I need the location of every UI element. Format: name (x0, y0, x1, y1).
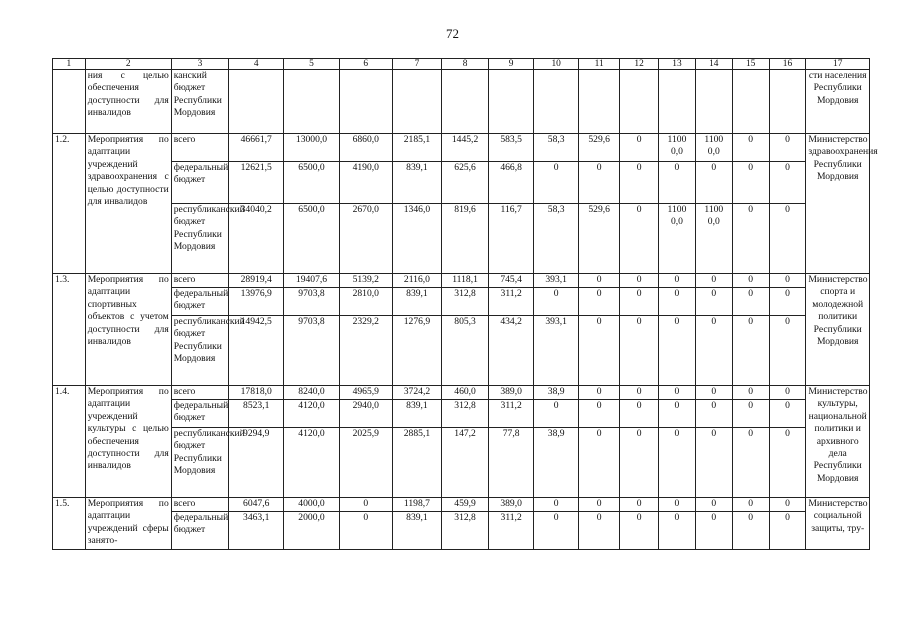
executor: Министерство спорта и молодежной политики Республики Мордовия (806, 274, 870, 386)
value-cell: 13976,9 (229, 288, 284, 316)
value-cell: 0 (659, 512, 696, 550)
column-header: 13 (659, 59, 696, 70)
value-cell: 312,8 (442, 400, 489, 428)
value-cell: 312,8 (442, 288, 489, 316)
value-cell: 0 (534, 400, 579, 428)
value-cell: 1445,2 (442, 134, 489, 162)
value-cell: 0 (339, 512, 392, 550)
column-header: 9 (489, 59, 534, 70)
value-cell: 625,6 (442, 162, 489, 204)
value-cell: 434,2 (489, 316, 534, 386)
row-index: 1.5. (53, 498, 86, 550)
column-header: 11 (579, 59, 620, 70)
value-cell: 0 (732, 498, 769, 512)
value-cell: 4190,0 (339, 162, 392, 204)
value-cell: 58,3 (534, 204, 579, 274)
value-cell: 0 (695, 274, 732, 288)
value-cell: 2810,0 (339, 288, 392, 316)
funding-source: республиканский бюджет Республики Мордовия (171, 316, 228, 386)
column-header: 4 (229, 59, 284, 70)
value-cell: 4120,0 (284, 428, 339, 498)
program-table (52, 58, 878, 550)
value-cell: 147,2 (442, 428, 489, 498)
value-cell: 2329,2 (339, 316, 392, 386)
value-cell: 466,8 (489, 162, 534, 204)
measure-description: Мероприятия по адаптации учреждений здравоохранения с целью доступности для инвалидов (85, 134, 171, 274)
value-cell: 8240,0 (284, 386, 339, 400)
value-cell: 389,0 (489, 498, 534, 512)
table-row (53, 70, 870, 134)
value-cell (659, 70, 696, 134)
measure-description: ния с целью обеспечения доступности для инвалидов (85, 70, 171, 134)
value-cell: 389,0 (489, 386, 534, 400)
row-index: 1.4. (53, 386, 86, 498)
column-header: 12 (620, 59, 659, 70)
value-cell: 1100 0,0 (695, 204, 732, 274)
table-row (53, 428, 870, 498)
value-cell: 0 (769, 134, 806, 162)
value-cell: 9703,8 (284, 316, 339, 386)
value-cell: 0 (695, 162, 732, 204)
value-cell: 0 (579, 316, 620, 386)
value-cell: 0 (769, 386, 806, 400)
value-cell: 0 (620, 162, 659, 204)
value-cell: 0 (769, 162, 806, 204)
table-row (53, 134, 870, 162)
value-cell: 311,2 (489, 288, 534, 316)
table-row (53, 498, 870, 512)
value-cell: 1100 0,0 (659, 134, 696, 162)
value-cell: 8523,1 (229, 400, 284, 428)
value-cell: 0 (339, 498, 392, 512)
measure-description: Мероприятия по адаптации учреждений культуры с целью обеспечения доступности для инвалидов (85, 386, 171, 498)
value-cell: 6860,0 (339, 134, 392, 162)
value-cell: 0 (769, 204, 806, 274)
value-cell: 1100 0,0 (659, 204, 696, 274)
value-cell: 0 (579, 162, 620, 204)
value-cell: 1198,7 (392, 498, 441, 512)
value-cell: 0 (659, 386, 696, 400)
table-row (53, 288, 870, 316)
executor: Министерство культуры, национальной политики и архивного дела Республики Мордовия (806, 386, 870, 498)
value-cell: 19407,6 (284, 274, 339, 288)
value-cell: 0 (695, 428, 732, 498)
value-cell: 0 (534, 498, 579, 512)
value-cell (769, 70, 806, 134)
table-row (53, 274, 870, 288)
table-row (53, 316, 870, 386)
funding-source: всего (171, 134, 228, 162)
value-cell: 2025,9 (339, 428, 392, 498)
value-cell: 0 (579, 428, 620, 498)
value-cell: 0 (659, 498, 696, 512)
value-cell: 393,1 (534, 316, 579, 386)
column-header: 1 (53, 59, 86, 70)
row-index (53, 70, 86, 134)
value-cell: 312,8 (442, 512, 489, 550)
value-cell: 0 (620, 400, 659, 428)
value-cell (695, 70, 732, 134)
value-cell: 9294,9 (229, 428, 284, 498)
value-cell: 0 (620, 316, 659, 386)
funding-source: республиканский бюджет Республики Мордовия (171, 428, 228, 498)
value-cell: 4120,0 (284, 400, 339, 428)
value-cell: 0 (579, 288, 620, 316)
value-cell: 5139,2 (339, 274, 392, 288)
value-cell: 0 (579, 274, 620, 288)
value-cell: 0 (534, 288, 579, 316)
funding-source: всего (171, 498, 228, 512)
value-cell: 0 (695, 400, 732, 428)
value-cell: 14942,5 (229, 316, 284, 386)
value-cell: 2670,0 (339, 204, 392, 274)
value-cell: 839,1 (392, 288, 441, 316)
value-cell: 116,7 (489, 204, 534, 274)
value-cell: 2116,0 (392, 274, 441, 288)
table-row (53, 512, 870, 550)
value-cell: 0 (620, 428, 659, 498)
value-cell: 0 (620, 386, 659, 400)
value-cell: 2000,0 (284, 512, 339, 550)
value-cell: 0 (732, 134, 769, 162)
value-cell: 1346,0 (392, 204, 441, 274)
value-cell: 3463,1 (229, 512, 284, 550)
value-cell (579, 70, 620, 134)
value-cell: 0 (695, 512, 732, 550)
column-header: 14 (695, 59, 732, 70)
value-cell: 0 (732, 288, 769, 316)
value-cell: 0 (732, 400, 769, 428)
value-cell: 0 (620, 134, 659, 162)
value-cell: 3724,2 (392, 386, 441, 400)
funding-source: федеральный бюджет (171, 162, 228, 204)
value-cell: 6500,0 (284, 162, 339, 204)
value-cell: 459,9 (442, 498, 489, 512)
table-row (53, 162, 870, 204)
value-cell: 6047,6 (229, 498, 284, 512)
value-cell: 529,6 (579, 134, 620, 162)
value-cell (392, 70, 441, 134)
value-cell (339, 70, 392, 134)
value-cell (229, 70, 284, 134)
value-cell: 393,1 (534, 274, 579, 288)
value-cell: 311,2 (489, 512, 534, 550)
value-cell: 0 (659, 274, 696, 288)
measure-description: Мероприятия по адаптации учреждений сферы занято- (85, 498, 171, 550)
value-cell: 0 (579, 386, 620, 400)
column-header: 15 (732, 59, 769, 70)
value-cell: 0 (579, 400, 620, 428)
value-cell: 0 (695, 386, 732, 400)
funding-source: федеральный бюджет (171, 512, 228, 550)
column-header: 16 (769, 59, 806, 70)
value-cell: 0 (769, 288, 806, 316)
value-cell (534, 70, 579, 134)
executor: Министерство социальной защиты, тру- (806, 498, 870, 550)
value-cell: 28919,4 (229, 274, 284, 288)
value-cell: 805,3 (442, 316, 489, 386)
column-header: 8 (442, 59, 489, 70)
column-header: 17 (806, 59, 870, 70)
column-header: 7 (392, 59, 441, 70)
value-cell: 4965,9 (339, 386, 392, 400)
value-cell: 0 (620, 274, 659, 288)
funding-source: республиканский бюджет Республики Мордовия (171, 204, 228, 274)
value-cell: 6500,0 (284, 204, 339, 274)
value-cell: 839,1 (392, 400, 441, 428)
value-cell: 34040,2 (229, 204, 284, 274)
value-cell: 0 (620, 512, 659, 550)
funding-source: всего (171, 386, 228, 400)
funding-source: канский бюджет Республики Мордовия (171, 70, 228, 134)
value-cell: 0 (579, 512, 620, 550)
value-cell: 839,1 (392, 512, 441, 550)
value-cell: 1118,1 (442, 274, 489, 288)
value-cell (732, 70, 769, 134)
value-cell: 0 (769, 428, 806, 498)
value-cell: 0 (732, 316, 769, 386)
table-row (53, 386, 870, 400)
value-cell: 460,0 (442, 386, 489, 400)
value-cell: 839,1 (392, 162, 441, 204)
value-cell: 0 (659, 316, 696, 386)
page-number: 72 (446, 26, 459, 41)
value-cell: 17818,0 (229, 386, 284, 400)
column-header: 6 (339, 59, 392, 70)
funding-source: федеральный бюджет (171, 288, 228, 316)
value-cell: 0 (620, 498, 659, 512)
value-cell: 0 (732, 162, 769, 204)
value-cell: 0 (695, 498, 732, 512)
value-cell: 4000,0 (284, 498, 339, 512)
value-cell: 0 (769, 512, 806, 550)
executor: Министерство здравоохранения Республики Мордовия (806, 134, 870, 274)
column-header: 2 (85, 59, 171, 70)
table-row (53, 204, 870, 274)
value-cell: 0 (732, 274, 769, 288)
column-header: 10 (534, 59, 579, 70)
measure-description: Мероприятия по адаптации спортивных объектов с учетом доступности для инвалидов (85, 274, 171, 386)
column-header: 5 (284, 59, 339, 70)
value-cell: 0 (769, 316, 806, 386)
value-cell: 745,4 (489, 274, 534, 288)
value-cell: 0 (769, 400, 806, 428)
funding-source: федеральный бюджет (171, 400, 228, 428)
table-body (53, 59, 878, 550)
value-cell: 46661,7 (229, 134, 284, 162)
table-row (53, 400, 870, 428)
value-cell: 0 (732, 386, 769, 400)
value-cell: 0 (695, 316, 732, 386)
value-cell: 0 (620, 204, 659, 274)
value-cell: 9703,8 (284, 288, 339, 316)
value-cell: 58,3 (534, 134, 579, 162)
value-cell: 1276,9 (392, 316, 441, 386)
value-cell: 0 (620, 288, 659, 316)
value-cell: 77,8 (489, 428, 534, 498)
value-cell: 13000,0 (284, 134, 339, 162)
header-row (53, 59, 870, 70)
value-cell: 2185,1 (392, 134, 441, 162)
value-cell: 0 (534, 512, 579, 550)
value-cell: 0 (732, 428, 769, 498)
value-cell (284, 70, 339, 134)
value-cell: 0 (769, 274, 806, 288)
value-cell: 1100 0,0 (695, 134, 732, 162)
value-cell: 311,2 (489, 400, 534, 428)
value-cell: 819,6 (442, 204, 489, 274)
column-header: 3 (171, 59, 228, 70)
value-cell: 0 (534, 162, 579, 204)
executor: сти населения Республики Мордовия (806, 70, 870, 134)
value-cell: 38,9 (534, 428, 579, 498)
value-cell: 0 (659, 288, 696, 316)
funding-source: всего (171, 274, 228, 288)
value-cell: 0 (659, 428, 696, 498)
value-cell: 38,9 (534, 386, 579, 400)
value-cell (620, 70, 659, 134)
value-cell: 12621,5 (229, 162, 284, 204)
value-cell: 0 (769, 498, 806, 512)
value-cell: 0 (732, 204, 769, 274)
value-cell: 0 (659, 400, 696, 428)
value-cell (489, 70, 534, 134)
value-cell: 0 (659, 162, 696, 204)
row-index: 1.2. (53, 134, 86, 274)
value-cell (442, 70, 489, 134)
row-index: 1.3. (53, 274, 86, 386)
value-cell: 529,6 (579, 204, 620, 274)
value-cell: 2885,1 (392, 428, 441, 498)
value-cell: 0 (732, 512, 769, 550)
value-cell: 2940,0 (339, 400, 392, 428)
value-cell: 0 (579, 498, 620, 512)
value-cell: 583,5 (489, 134, 534, 162)
value-cell: 0 (695, 288, 732, 316)
